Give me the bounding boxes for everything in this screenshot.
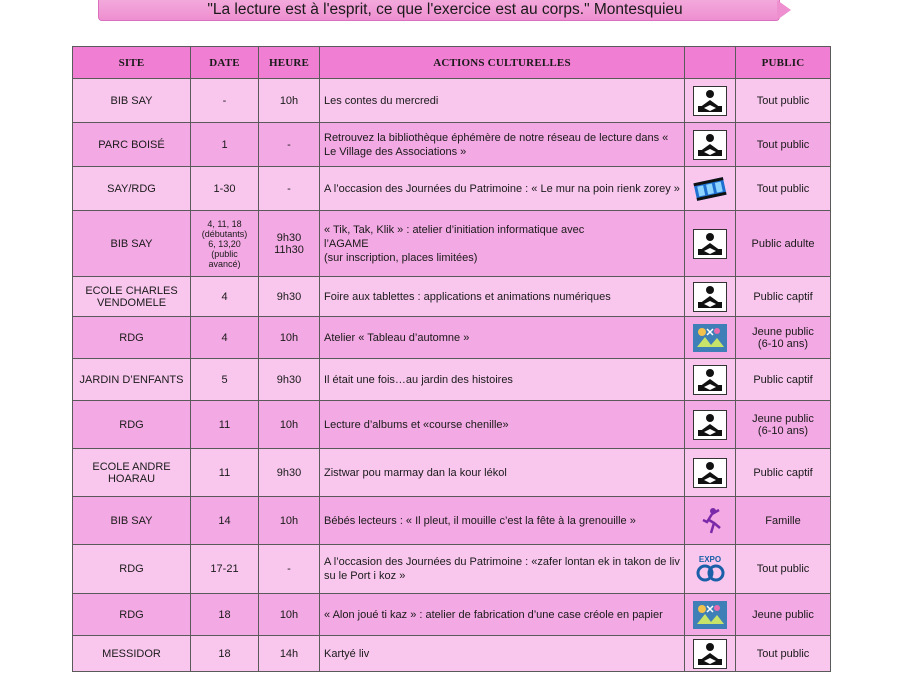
cell-site: PARC BOISÉ: [73, 123, 191, 167]
craft-icon: [693, 600, 727, 630]
cell-icon: [685, 123, 736, 167]
cell-icon: [685, 636, 736, 672]
reader-icon: [693, 86, 727, 116]
cell-public: Jeune public (6-10 ans): [736, 401, 831, 449]
events-table: [72, 46, 831, 672]
table-row: [73, 317, 831, 359]
cell-site: RDG: [73, 401, 191, 449]
cell-public: Tout public: [736, 545, 831, 594]
cell-date: 18: [191, 594, 259, 636]
reader-icon: [693, 365, 727, 395]
cell-date: 1-30: [191, 167, 259, 211]
table-row: [73, 79, 831, 123]
cell-public: Jeune public: [736, 594, 831, 636]
cell-public: Public captif: [736, 359, 831, 401]
cell-heure: -: [259, 545, 320, 594]
expo-icon: [693, 554, 727, 584]
cell-icon: [685, 277, 736, 317]
reader-icon: [693, 282, 727, 312]
table-row: [73, 497, 831, 545]
cell-site: RDG: [73, 545, 191, 594]
table-row: [73, 277, 831, 317]
dancer-icon: [693, 506, 727, 536]
cell-site: SAY/RDG: [73, 167, 191, 211]
reader-icon: [693, 410, 727, 440]
cell-heure: 10h: [259, 594, 320, 636]
cell-action: Foire aux tablettes : applications et animations numériques: [320, 277, 685, 317]
cell-action: Kartyé liv: [320, 636, 685, 672]
cell-icon: [685, 79, 736, 123]
reader-icon: [693, 458, 727, 488]
expo-label: EXPO: [698, 555, 722, 564]
cell-site: MESSIDOR: [73, 636, 191, 672]
cell-action: A l’occasion des Journées du Patrimoine : «zafer lontan ek in takon de liv su le Port i koz »: [320, 545, 685, 594]
cell-icon: [685, 211, 736, 277]
cell-heure: 10h: [259, 497, 320, 545]
header-date: DATE: [191, 47, 259, 79]
cell-action: « Tik, Tak, Klik » : atelier d’initiation informatique avec l’AGAME (sur inscription, places limitées): [320, 211, 685, 277]
cell-heure: 10h: [259, 317, 320, 359]
film-icon: [693, 174, 727, 204]
reader-icon: [693, 86, 727, 116]
cell-heure: 14h: [259, 636, 320, 672]
expo-icon: [693, 554, 727, 584]
header-icon: [685, 47, 736, 79]
reader-icon: [693, 410, 727, 440]
cell-date: -: [191, 79, 259, 123]
cell-date: 17-21: [191, 545, 259, 594]
cell-heure: 10h: [259, 401, 320, 449]
reader-icon: [693, 365, 727, 395]
quote-text: "La lecture est à l'esprit, ce que l'exercice est au corps." Montesquieu: [207, 1, 683, 18]
cell-icon: [685, 449, 736, 497]
cell-site: RDG: [73, 317, 191, 359]
table-row: [73, 167, 831, 211]
header-site: SITE: [73, 47, 191, 79]
cell-heure: 9h30: [259, 277, 320, 317]
cell-icon: [685, 594, 736, 636]
cell-date: 4: [191, 277, 259, 317]
cell-action: « Alon joué ti kaz » : atelier de fabrication d’une case créole en papier: [320, 594, 685, 636]
cell-public: Jeune public (6-10 ans): [736, 317, 831, 359]
table-row: [73, 123, 831, 167]
craft-icon: [693, 323, 727, 353]
cell-action: Il était une fois…au jardin des histoires: [320, 359, 685, 401]
cell-date: 4: [191, 317, 259, 359]
cell-action: Zistwar pou marmay dan la kour lékol: [320, 449, 685, 497]
cell-icon: [685, 359, 736, 401]
header-heure: HEURE: [259, 47, 320, 79]
cell-public: Public captif: [736, 277, 831, 317]
dancer-icon: [693, 506, 727, 536]
reader-icon: [693, 229, 727, 259]
reader-icon: [693, 229, 727, 259]
cell-public: Public adulte: [736, 211, 831, 277]
table-header-row: [73, 47, 831, 79]
cell-date: 18: [191, 636, 259, 672]
cell-site: BIB SAY: [73, 79, 191, 123]
cell-public: Tout public: [736, 79, 831, 123]
cell-date: 1: [191, 123, 259, 167]
header-actions: ACTIONS CULTURELLES: [320, 47, 685, 79]
table-row: [73, 594, 831, 636]
cell-public: Tout public: [736, 167, 831, 211]
cell-icon: [685, 317, 736, 359]
cell-heure: 9h30: [259, 359, 320, 401]
table-row: [73, 359, 831, 401]
cell-action: A l’occasion des Journées du Patrimoine : « Le mur na poin rienk zorey »: [320, 167, 685, 211]
cell-site: RDG: [73, 594, 191, 636]
cell-date: 11: [191, 401, 259, 449]
header-public: PUBLIC: [736, 47, 831, 79]
cell-site: ECOLE ANDRE HOARAU: [73, 449, 191, 497]
table-row: [73, 211, 831, 277]
cell-icon: [685, 401, 736, 449]
reader-icon: [693, 639, 727, 669]
cell-site: BIB SAY: [73, 211, 191, 277]
cell-heure: 9h30 11h30: [259, 211, 320, 277]
reader-icon: [693, 458, 727, 488]
cell-action: Retrouvez la bibliothèque éphémère de notre réseau de lecture dans « Le Village des Associations »: [320, 123, 685, 167]
cell-public: Public captif: [736, 449, 831, 497]
cell-heure: 10h: [259, 79, 320, 123]
table-row: [73, 636, 831, 672]
cell-action: Atelier « Tableau d’automne »: [320, 317, 685, 359]
cell-public: Famille: [736, 497, 831, 545]
cell-date: 11: [191, 449, 259, 497]
cell-site: JARDIN D’ENFANTS: [73, 359, 191, 401]
cell-public: Tout public: [736, 123, 831, 167]
cell-date: 4, 11, 18 (débutants) 6, 13,20 (public avancé): [191, 211, 259, 277]
reader-icon: [693, 130, 727, 160]
cell-date: 14: [191, 497, 259, 545]
table-row: [73, 545, 831, 594]
cell-action: Lecture d’albums et «course chenille»: [320, 401, 685, 449]
reader-icon: [693, 639, 727, 669]
cell-site: BIB SAY: [73, 497, 191, 545]
cell-heure: -: [259, 167, 320, 211]
cell-date: 5: [191, 359, 259, 401]
cell-heure: -: [259, 123, 320, 167]
craft-icon: [693, 600, 727, 630]
reader-icon: [693, 130, 727, 160]
reader-icon: [693, 282, 727, 312]
cell-action: Les contes du mercredi: [320, 79, 685, 123]
cell-heure: 9h30: [259, 449, 320, 497]
film-icon: [693, 174, 727, 204]
table-row: [73, 449, 831, 497]
cell-public: Tout public: [736, 636, 831, 672]
table-row: [73, 401, 831, 449]
cell-icon: [685, 545, 736, 594]
craft-icon: [693, 323, 727, 353]
cell-site: ECOLE CHARLES VENDOMELE: [73, 277, 191, 317]
cell-action: Bébés lecteurs : « Il pleut, il mouille c’est la fête à la grenouille »: [320, 497, 685, 545]
cell-icon: [685, 497, 736, 545]
cell-icon: [685, 167, 736, 211]
